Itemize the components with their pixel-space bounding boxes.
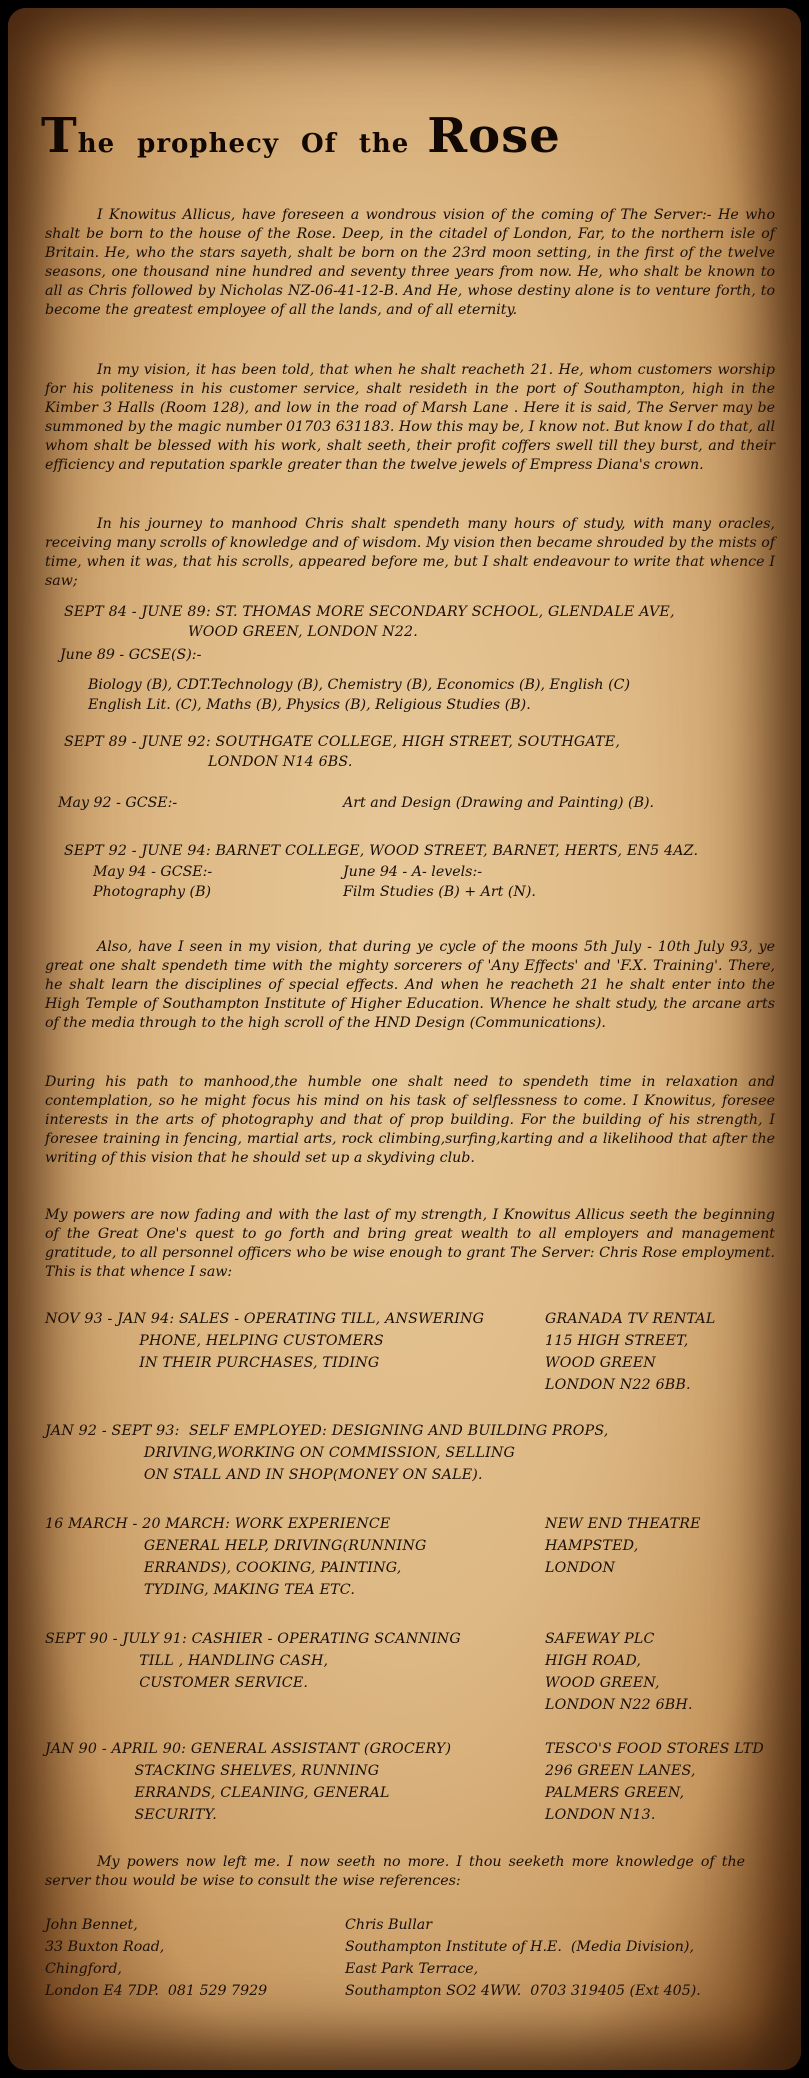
title-the: the — [358, 129, 410, 159]
june94-value: Film Studies (B) + Art (N). — [343, 884, 536, 900]
intro-paragraph: I Knowitus Allicus, have foreseen a wondrous vision of the coming of The Server:- He who shalt be born to the house of the Rose. Deep, in the citadel of London, Far, to the northern isle of Britain. He, who the stars sayeth, shalt be born on the 23rd moon setting, in the first of the twelve seasons, one thousand nine hundred and seventy three years from now. He, who shalt be known to all as Chris followed by Nicholas NZ-06-41-12-B. And He, whose destiny alone is to venture forth, to become the greatest employee of all the lands, and of all eternity. — [45, 207, 775, 318]
job-role-1: NOV 93 - JAN 94: SALES - OPERATING TILL, ANSWERING PHONE, HELPING CUSTOMERS IN THEIR PURCHASES, TIDING — [45, 1311, 485, 1371]
interests-paragraph: During his path to manhood,the humble one shalt need to spendeth time in relaxation and contemplation, so he might focus his mind on his task of selflessness to come. I Knowitus, foresee interests in the arts of photography and that of prop building. For the building of his strength, I foresee training in fencing, martial arts, rock climbing,surfing,karting and a likelihood that after the writing of this vision that he should set up a skydiving club. — [45, 1074, 775, 1166]
powers-paragraph: My powers are now fading and with the last of my strength, I Knowitus Allicus seeth the beginning of the Great One's quest to go forth and bring great wealth to all employers and management gratitude, to all personnel officers who be wise enough to grant The Server: Chris Rose employment. This is that whence I saw: — [45, 1207, 775, 1280]
job-employer-1: GRANADA TV RENTAL 115 HIGH STREET, WOOD GREEN LONDON N22 6BB. — [545, 1311, 716, 1393]
title-he: he — [77, 129, 116, 159]
job-employer-3: NEW END THEATRE HAMPSTED, LONDON — [545, 1516, 701, 1576]
barnet-line: SEPT 92 - JUNE 94: BARNET COLLEGE, WOOD STREET, BARNET, HERTS, EN5 4AZ. — [64, 843, 699, 859]
job-role-3: 16 MARCH - 20 MARCH: WORK EXPERIENCE GENERAL HELP, DRIVING(RUNNING ERRANDS), COOKING, PAINTING, TYDING, MAKING TEA ETC. — [45, 1516, 427, 1598]
college-line-1: SEPT 89 - JUNE 92: SOUTHGATE COLLEGE, HIGH STREET, SOUTHGATE, — [64, 734, 621, 750]
job-role-4: SEPT 90 - JULY 91: CASHIER - OPERATING SCANNING TILL , HANDLING CASH, CUSTOMER SERVICE. — [45, 1631, 461, 1691]
june94-label: June 94 - A- levels:- — [343, 864, 483, 880]
title-prophecy: prophecy — [137, 129, 279, 159]
gcse-heading: June 89 - GCSE(S):- — [60, 647, 202, 663]
effects-paragraph: Also, have I seen in my vision, that during ye cycle of the moons 5th July - 10th July 93, ye great one shalt spendeth time with the mighty sorcerers of 'Any Effects' and 'F.X. Training'. There, he shalt learn the disciplines of special effects. And when he reacheth 21 he shalt enter into the High Temple of Southampton Institute of Higher Education. Whence he shalt study, the arcane arts of the media through to the high scroll of the HND Design (Communications). — [45, 939, 775, 1031]
college-line-2: LONDON N14 6BS. — [208, 754, 353, 770]
job-role-5: JAN 90 - APRIL 90: GENERAL ASSISTANT (GROCERY) STACKING SHELVES, RUNNING ERRANDS, CLEANING, GENERAL SECURITY. — [45, 1741, 452, 1823]
school-line-2: WOOD GREEN, LONDON N22. — [188, 624, 418, 640]
vision-paragraph: In my vision, it has been told, that when he shalt reacheth 21. He, whom customers worship for his politeness in his customer service, shalt resideth in the port of Southampton, high in the Kimber 3 Halls (Room 128), and low in the road of Marsh Lane . Here it is said, The Server may be summoned by the magic number 01703 631183. How this may be, I know not. But know I do that, all whom shalt be blessed with his work, shalt seeth, their profit coffers swell till they burst, and their efficiency and reputation sparkle greater than the twelve jewels of Empress Diana's crown. — [45, 362, 775, 473]
title-rose: Rose — [427, 108, 561, 164]
reference-1: John Bennet, 33 Buxton Road, Chingford, London E4 7DP. 081 529 7929 — [45, 1917, 268, 1999]
journey-paragraph: In his journey to manhood Chris shalt spendeth many hours of study, with many oracles, receiving many scrolls of knowledge and of wisdom. My vision then became shrouded by the mists of time, when it was, that his scrolls, appeared before me, but I shalt endeavour to write that whence I saw; — [45, 516, 775, 589]
parchment-background — [8, 8, 801, 2070]
may92-value: Art and Design (Drawing and Painting) (B). — [343, 795, 655, 811]
job-employer-5: TESCO'S FOOD STORES LTD 296 GREEN LANES, PALMERS GREEN, LONDON N13. — [545, 1741, 764, 1823]
may94-label: May 94 - GCSE:- — [93, 864, 213, 880]
may94-value: Photography (B) — [93, 884, 212, 900]
gcse-line-1: Biology (B), CDT.Technology (B), Chemistry (B), Economics (B), English (C) — [88, 677, 630, 693]
closing-paragraph: My powers now left me. I now seeth no more. I thou seeketh more knowledge of the server thou would be wise to consult the wise references: — [45, 1854, 745, 1889]
school-line-1: SEPT 84 - JUNE 89: ST. THOMAS MORE SECONDARY SCHOOL, GLENDALE AVE, — [64, 604, 675, 620]
reference-2: Chris Bullar Southampton Institute of H.E. (Media Division), East Park Terrace, Southampton SO2 4WW. 0703 319405 (Ext 405). — [345, 1917, 701, 1999]
title-of: Of — [300, 129, 337, 159]
job-employer-4: SAFEWAY PLC HIGH ROAD, WOOD GREEN, LONDON N22 6BH. — [545, 1631, 693, 1713]
title-cap-t: T — [41, 108, 78, 164]
job-role-2: JAN 92 - SEPT 93: SELF EMPLOYED: DESIGNING AND BUILDING PROPS, DRIVING,WORKING ON COMMISSION, SELLING ON STALL AND IN SHOP(MONEY ON SALE). — [45, 1423, 609, 1483]
page-title — [41, 108, 561, 168]
may92-label: May 92 - GCSE:- — [58, 795, 178, 811]
gcse-line-2: English Lit. (C), Maths (B), Physics (B), Religious Studies (B). — [88, 697, 531, 713]
